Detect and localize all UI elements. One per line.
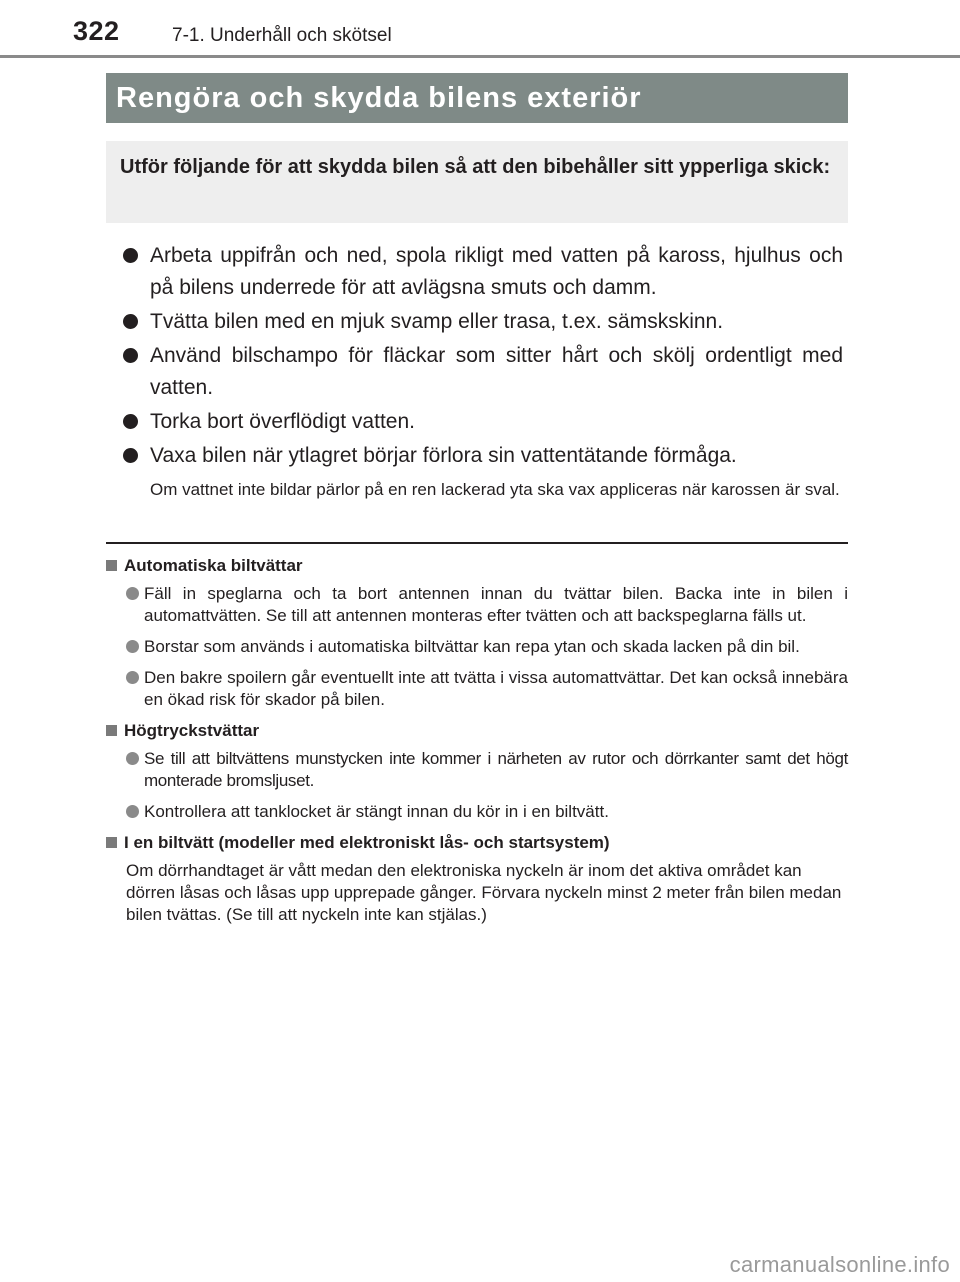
supplementary-notes (106, 555, 848, 926)
section-title: Rengöra och skydda bilens exteriör (106, 73, 848, 123)
smart-key-heading: I en biltvätt (modeller med elektroniskt lås- och startsystem) (106, 832, 848, 854)
list-item-text: Vaxa bilen när ytlagret börjar förlora sin vattentätande förmåga. (150, 444, 737, 467)
list-item-text: Tvätta bilen med en mjuk svamp eller trasa, t.ex. sämskskinn. (150, 310, 724, 333)
list-item (123, 406, 843, 438)
bullet-icon (123, 448, 138, 463)
bullet-icon (123, 314, 138, 329)
auto-wash-heading: Automatiska biltvättar (106, 555, 848, 577)
list-item-text: Torka bort överflödigt vatten. (150, 410, 415, 433)
list-item (123, 240, 843, 304)
bullet-icon (123, 414, 138, 429)
section-divider (106, 542, 848, 544)
list-item-text: Använd bilschampo för fläckar som sitter hårt och skölj ordentligt med vatten. (150, 344, 843, 399)
grey-bullet-icon (126, 805, 139, 818)
list-item: Se till att biltvättens munstycken inte kommer i närheten av rutor och dörrkanter samt det högt monterade bromsljuset. (106, 748, 848, 792)
list-item: Fäll in speglarna och ta bort antennen innan du tvättar bilen. Backa inte in bilen i automattvätten. Se till att antennen monteras efter tvätten och att backspeglarna fälls ut. (106, 583, 848, 627)
list-item (123, 340, 843, 404)
square-bullet-icon (106, 725, 117, 736)
main-bullet-list (123, 240, 843, 474)
header-rule (0, 55, 960, 58)
list-item: Kontrollera att tanklocket är stängt innan du kör in i en biltvätt. (106, 801, 848, 823)
grey-bullet-icon (126, 671, 139, 684)
list-item (123, 306, 843, 338)
intro-box: Utför följande för att skydda bilen så att den bibehåller sitt ypperliga skick: (106, 141, 848, 223)
smart-key-text: Om dörrhandtaget är vått medan den elektroniska nyckeln är inom det aktiva området kan dörren låsas och låsas upp upprepade gånger. Förvara nyckeln minst 2 meter från bilen medan bilen tvättas. (Se till att nyckeln inte kan stjälas.) (126, 861, 842, 924)
square-bullet-icon (106, 560, 117, 571)
list-item-text: Arbeta uppifrån och ned, spola rikligt med vatten på kaross, hjulhus och på bilens underrede för att avlägsna smuts och damm. (150, 244, 843, 299)
grey-bullet-icon (126, 752, 139, 765)
pressure-wash-heading: Högtryckstvättar (106, 720, 848, 742)
wax-note: Om vattnet inte bildar pärlor på en ren lackerad yta ska vax appliceras när karossen är sval. (150, 480, 840, 499)
grey-bullet-icon (126, 640, 139, 653)
grey-bullet-icon (126, 587, 139, 600)
chapter-title: 7-1. Underhåll och skötsel (172, 25, 392, 46)
list-item: Den bakre spoilern går eventuellt inte att tvätta i vissa automattvättar. Det kan också innebära en ökad risk för skador på bilen. (106, 667, 848, 711)
square-bullet-icon (106, 837, 117, 848)
list-item (123, 440, 843, 472)
page-number: 322 (73, 16, 120, 46)
list-item: Borstar som används i automatiska biltvättar kan repa ytan och skada lacken på din bil. (106, 636, 848, 658)
bullet-icon (123, 248, 138, 263)
watermark: carmanualsonline.info (729, 1252, 950, 1277)
bullet-icon (123, 348, 138, 363)
